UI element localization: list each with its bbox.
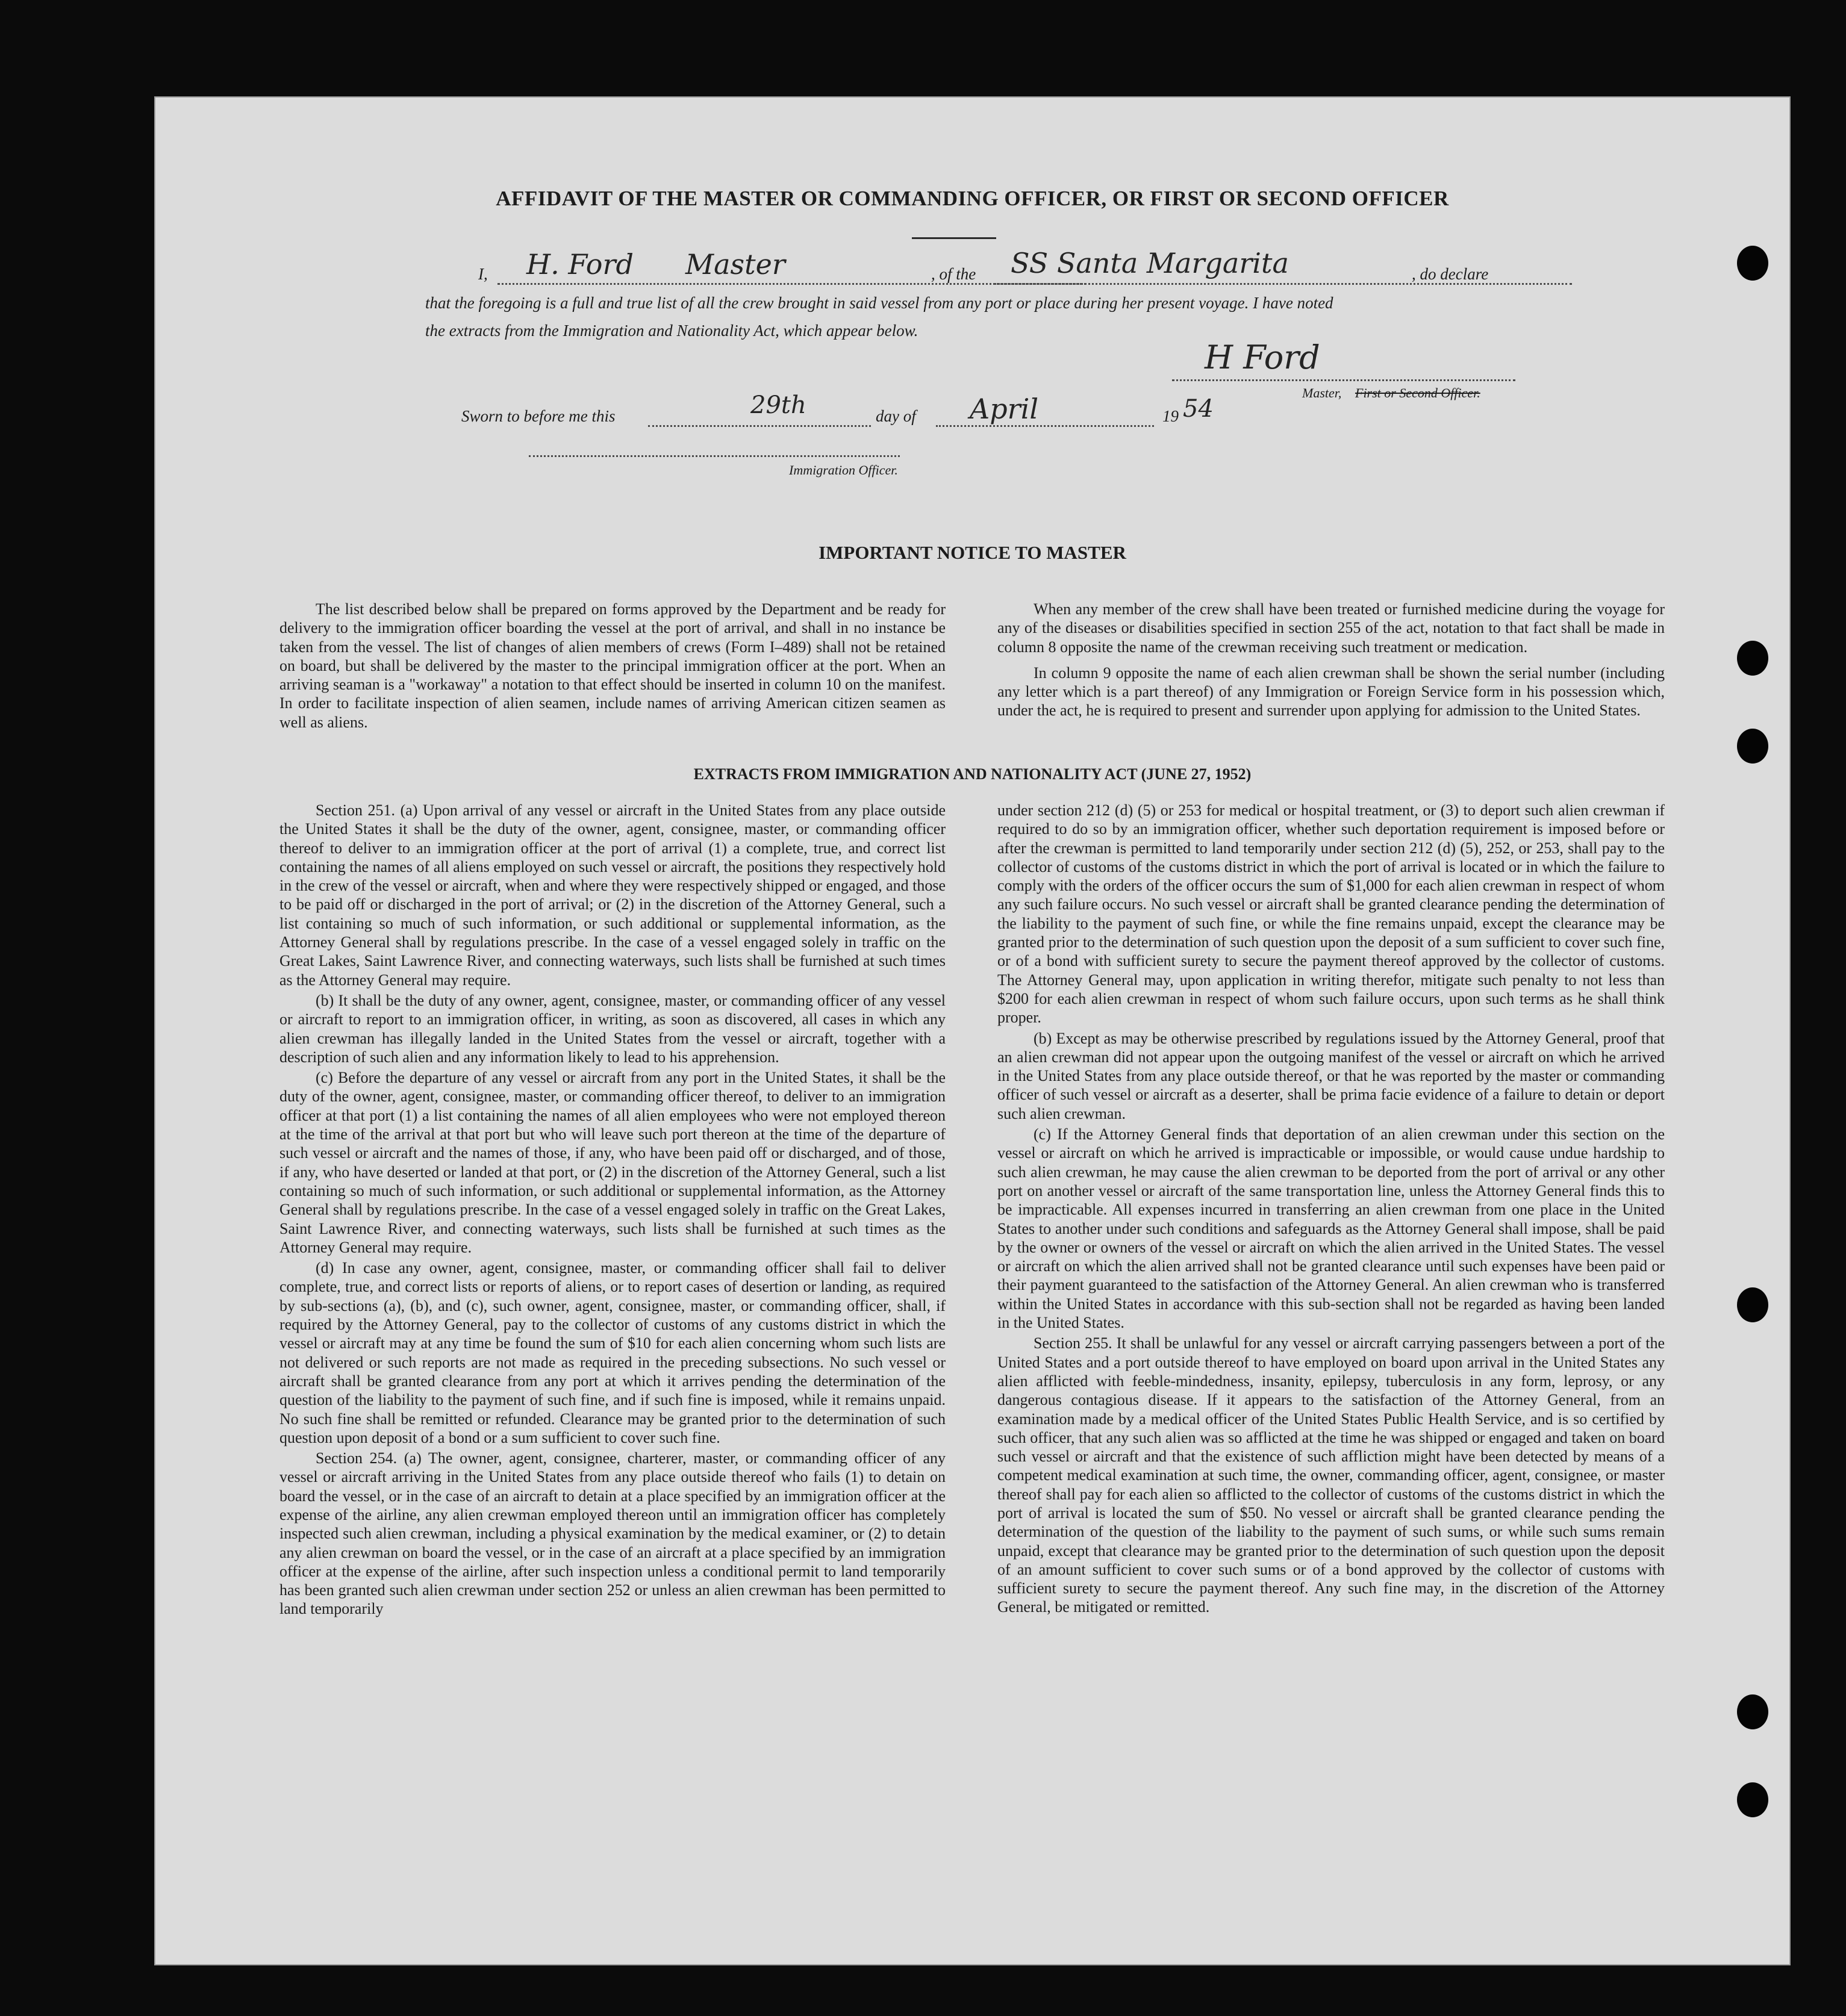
section-255: Section 255. It shall be unlawful for any vessel or aircraft carrying passengers between a port of the United States and a port outside thereof to have employed on board upon arrival in the United States any alien afflicted with feeble-mindedness, insanity, epilepsy, tuberculosis in any form, leprosy, or any dangerous contagious disease. If it appears to the satisfaction of the Attorney General, from an examination made by a medical officer of the United States Public Health Service, and is so certified by such officer, that any such alien was so afflicted at the time he was shipped or engaged and taken on board such vessel or aircraft and that the existence of such affliction might have been detected by means of a competent medical examination at such time, the owner, commanding officer, agent, consignee, or master thereof shall pay for each alien so afflicted to the collector of customs of the customs district in which the port of arrival is located the sum of $50. No vessel or aircraft shall be granted clearance pending the determination of the question of the liability to the payment of such sums, or while such sums remain unpaid, except that clearance may be granted prior to the determination of such question upon the deposit of an amount sufficient to cover such sums or of a bond approved by the collector of customs with sufficient surety to secure the payment thereof. Any such fine may, in the discretion of the Attorney General, be mitigated or remitted. (997, 1334, 1665, 1616)
section-251-a: Section 251. (a) Upon arrival of any vessel or aircraft in the United States from any place outside the United States it shall be the duty of the owner, agent, consignee, master, or commanding officer thereof to deliver to an immigration officer at the port of arrival (1) a complete, true, and correct list containing the names of all aliens employed on such vessel or aircraft, the positions they respectively hold in the crew of the vessel or aircraft, when and where they were respectively shipped or engaged, and those to be paid off or discharged in the port of arrival; or (2) in the discretion of the Attorney General, such a list containing so much of such information, or such additional or supplemental information, as the Attorney General shall by regulations prescribe. In the case of a vessel engaged solely in traffic on the Great Lakes, Saint Lawrence River, and connecting waterways, such lists shall be furnished at such times as the Attorney General may require. (279, 801, 946, 989)
sworn-month-line (936, 425, 1154, 427)
master-signature-handwritten: H Ford (1205, 338, 1320, 376)
binder-hole (1737, 641, 1768, 676)
signature-line (1172, 379, 1515, 381)
signature-caption-master: Master, (1302, 385, 1342, 400)
signature-caption-struck: First or Second Officer. (1355, 385, 1480, 400)
notice-title: IMPORTANT NOTICE TO MASTER (819, 542, 1126, 563)
sworn-day-handwritten: 29th (750, 391, 806, 419)
extracts-left-column (279, 801, 946, 1620)
affidavit-line-2: that the foregoing is a full and true list of all the crew brought in said vessel from any port or place during her present voyage. I have noted (425, 294, 1333, 312)
binder-hole (1737, 1782, 1768, 1817)
vessel-name-handwritten: SS Santa Margarita (1011, 247, 1289, 279)
binder-hole (1737, 1694, 1768, 1729)
immigration-officer-line (529, 455, 900, 457)
sworn-day-line (648, 425, 871, 427)
title-underline (912, 237, 996, 239)
section-254-c: (c) If the Attorney General finds that deportation of an alien crewman under this section on the vessel or aircraft on which he arrived is impracticable or impossible, or would cause undue hardship to such alien crewman, he may cause the alien crewman to be deported from the port of arrival or any other port on another vessel or aircraft of the same transportation line, unless the Attorney General finds this to be impracticable. All expenses incurred in transferring an alien crewman from one place in the United States to another under such conditions and safeguards as the Attorney General shall impose, shall be paid by the owner or owners of the vessel or aircraft on which the alien arrived in the United States. The vessel or aircraft on which the alien arrived shall not be granted clearance until such expenses have been paid or their payment guaranteed to the satisfaction of the Attorney General. An alien crewman who is transferred within the United States in accordance with this sub-section shall not be regarded as having been landed in the United States. (997, 1125, 1665, 1332)
notice-right-paragraph-2: In column 9 opposite the name of each alien crewman shall be shown the serial number (including any letter which is a part thereof) of any Immigration or Foreign Service form in his possession which, under the act, he is required to present and surrender upon applying for admission to the United States. (997, 664, 1665, 720)
do-declare-label: , do declare (1412, 265, 1489, 283)
section-251-c: (c) Before the departure of any vessel or aircraft from any port in the United States, it shall be the duty of the owner, agent, consignee, master, or commanding officer thereof, to deliver to an immigration officer at that port (1) a list containing the names of all alien employees who were not employed thereon at the time of the arrival at that port but who will leave such port thereon at the time of the departure of such vessel or aircraft and the names of those, if any, who have been paid off or discharged, and of those, if any, who have deserted or landed at that port, or (2) in the discretion of the Attorney General, such a list containing so much of such information, or such additional or supplemental information, as the Attorney General shall by regulations prescribe. In the case of a vessel engaged solely in traffic on the Great Lakes, Saint Lawrence River, and connecting waterways, such lists shall be furnished at such times as the Attorney General may require. (279, 1069, 946, 1256)
master-name-handwritten: H. Ford (526, 248, 634, 281)
affidavit-title: AFFIDAVIT OF THE MASTER OR COMMANDING OFFICER, OR FIRST OR SECOND OFFICER (496, 187, 1449, 210)
binder-hole (1737, 1287, 1768, 1322)
of-the-label: , of the (931, 265, 976, 283)
affidavit-i-label: I, (478, 265, 488, 283)
day-of-label: day of (876, 407, 916, 425)
binder-hole (1737, 729, 1768, 764)
extracts-right-column (997, 801, 1665, 1619)
section-254-a: Section 254. (a) The owner, agent, consignee, charterer, master, or commanding officer of any vessel or aircraft arriving in the United States from any place outside thereof who fails (1) to detain on board the vessel, or in the case of an aircraft to detain at a place specified by an immigration officer at the expense of the airline, any alien crewman employed thereon until an immigration officer has completely inspected such alien crewman, including a physical examination by the medical examiner, or (2) to detain any alien crewman on board the vessel, or in the case of an aircraft at a place specified by an immigration officer at the expense of the airline, after such inspection unless a conditional permit to land temporarily has been granted such alien crewman under section 252 or unless an alien crewman has been permitted to land temporarily (279, 1449, 946, 1618)
master-title-handwritten: Master (685, 248, 785, 281)
section-254-a-continued: under section 212 (d) (5) or 253 for medical or hospital treatment, or (3) to deport such alien crewman if required to do so by an immigration officer, whether such deportation requirement is imposed before or after the crewman is permitted to land temporarily under section 212 (d) (5), 252, or 253, shall pay to the collector of customs of the customs district in which the port of arrival is located or in which the failure to comply with the orders of the officer occurs the sum of $1,000 for each alien crewman in respect of whom any such failure occurs. No such vessel or aircraft shall be granted clearance pending the determination of the liability to the payment of such fine, or while the fine remains unpaid, except the clearance may be granted prior to the determination of such question upon the deposit of a sum sufficient to cover such fine, or of a bond with sufficient surety to secure the payment thereof approved by the collector of customs. The Attorney General may, upon application in writing therefor, mitigate such penalty to not less than $200 for each alien crewman in respect of whom such failure occurs, upon such terms as he shall think proper. (997, 801, 1665, 1027)
section-254-b: (b) Except as may be otherwise prescribed by regulations issued by the Attorney General, proof that an alien crewman did not appear upon the outgoing manifest of the vessel or aircraft on which he arrived in the United States from any place outside thereof, or that he was reported by the master or commanding officer of such vessel or aircraft as a deserter, shall be prima facie evidence of a failure to detain or deport such alien crewman. (997, 1029, 1665, 1122)
year-handwritten: 54 (1183, 395, 1214, 423)
notice-left-paragraph: The list described below shall be prepared on forms approved by the Department and be ready for delivery to the immigration officer boarding the vessel at the port of arrival, and shall in no instance be taken from the vessel. The list of changes of alien members of crews (Form I–489) shall not be retained on board, but shall be delivered by the master to the principal immigration officer at the port. When an arriving seaman is a "workaway" a notation to that effect should be inserted in column 10 on the manifest. In order to facilitate inspection of alien seamen, include names of arriving American citizen seamen as well as aliens. (279, 600, 946, 731)
binder-hole (1737, 246, 1768, 281)
notice-right-column (997, 600, 1665, 722)
document-page (155, 98, 1789, 1964)
notice-left-column (279, 600, 946, 733)
sworn-label: Sworn to before me this (461, 407, 616, 425)
year-prefix-label: 19 (1162, 407, 1179, 425)
notice-right-paragraph-1: When any member of the crew shall have been treated or furnished medicine during the voyage for any of the diseases or disabilities specified in section 255 of the act, notation to that fact shall be made in column 8 opposite the name of the crewman receiving such treatment or medication. (997, 600, 1665, 656)
sworn-month-handwritten: April (970, 393, 1039, 425)
affidavit-line-3: the extracts from the Immigration and Nationality Act, which appear below. (425, 322, 918, 340)
immigration-officer-caption: Immigration Officer. (789, 462, 898, 478)
extracts-title: EXTRACTS FROM IMMIGRATION AND NATIONALITY ACT (JUNE 27, 1952) (693, 765, 1252, 783)
section-251-b: (b) It shall be the duty of any owner, agent, consignee, master, or commanding officer of any vessel or aircraft to report to an immigration officer, in writing, as soon as discovered, all cases in which any alien crewman has illegally landed in the United States from the vessel or aircraft, together with a description of such alien and any information likely to lead to his apprehension. (279, 991, 946, 1066)
section-251-d: (d) In case any owner, agent, consignee, master, or commanding officer shall fail to deliver complete, true, and correct lists or reports of aliens, or to report cases of desertion or landing, as required by sub-sections (a), (b), and (c), such owner, agent, consignee, master, or commanding officer, shall, if required by the Attorney General, pay to the collector of customs of any customs district in which the vessel or aircraft may at any time be found the sum of $10 for each alien concerning whom such lists are not delivered or such reports are not made as required in the preceding subsections. No such vessel or aircraft shall be granted clearance from any port at which it arrives pending the determination of the question of the liability to the payment of such fine, and if such fine is imposed, while it remains unpaid. No such fine shall be remitted or refunded. Clearance may be granted prior to the determination of such question upon deposit of a bond or a sum sufficient to cover such fine. (279, 1259, 946, 1446)
